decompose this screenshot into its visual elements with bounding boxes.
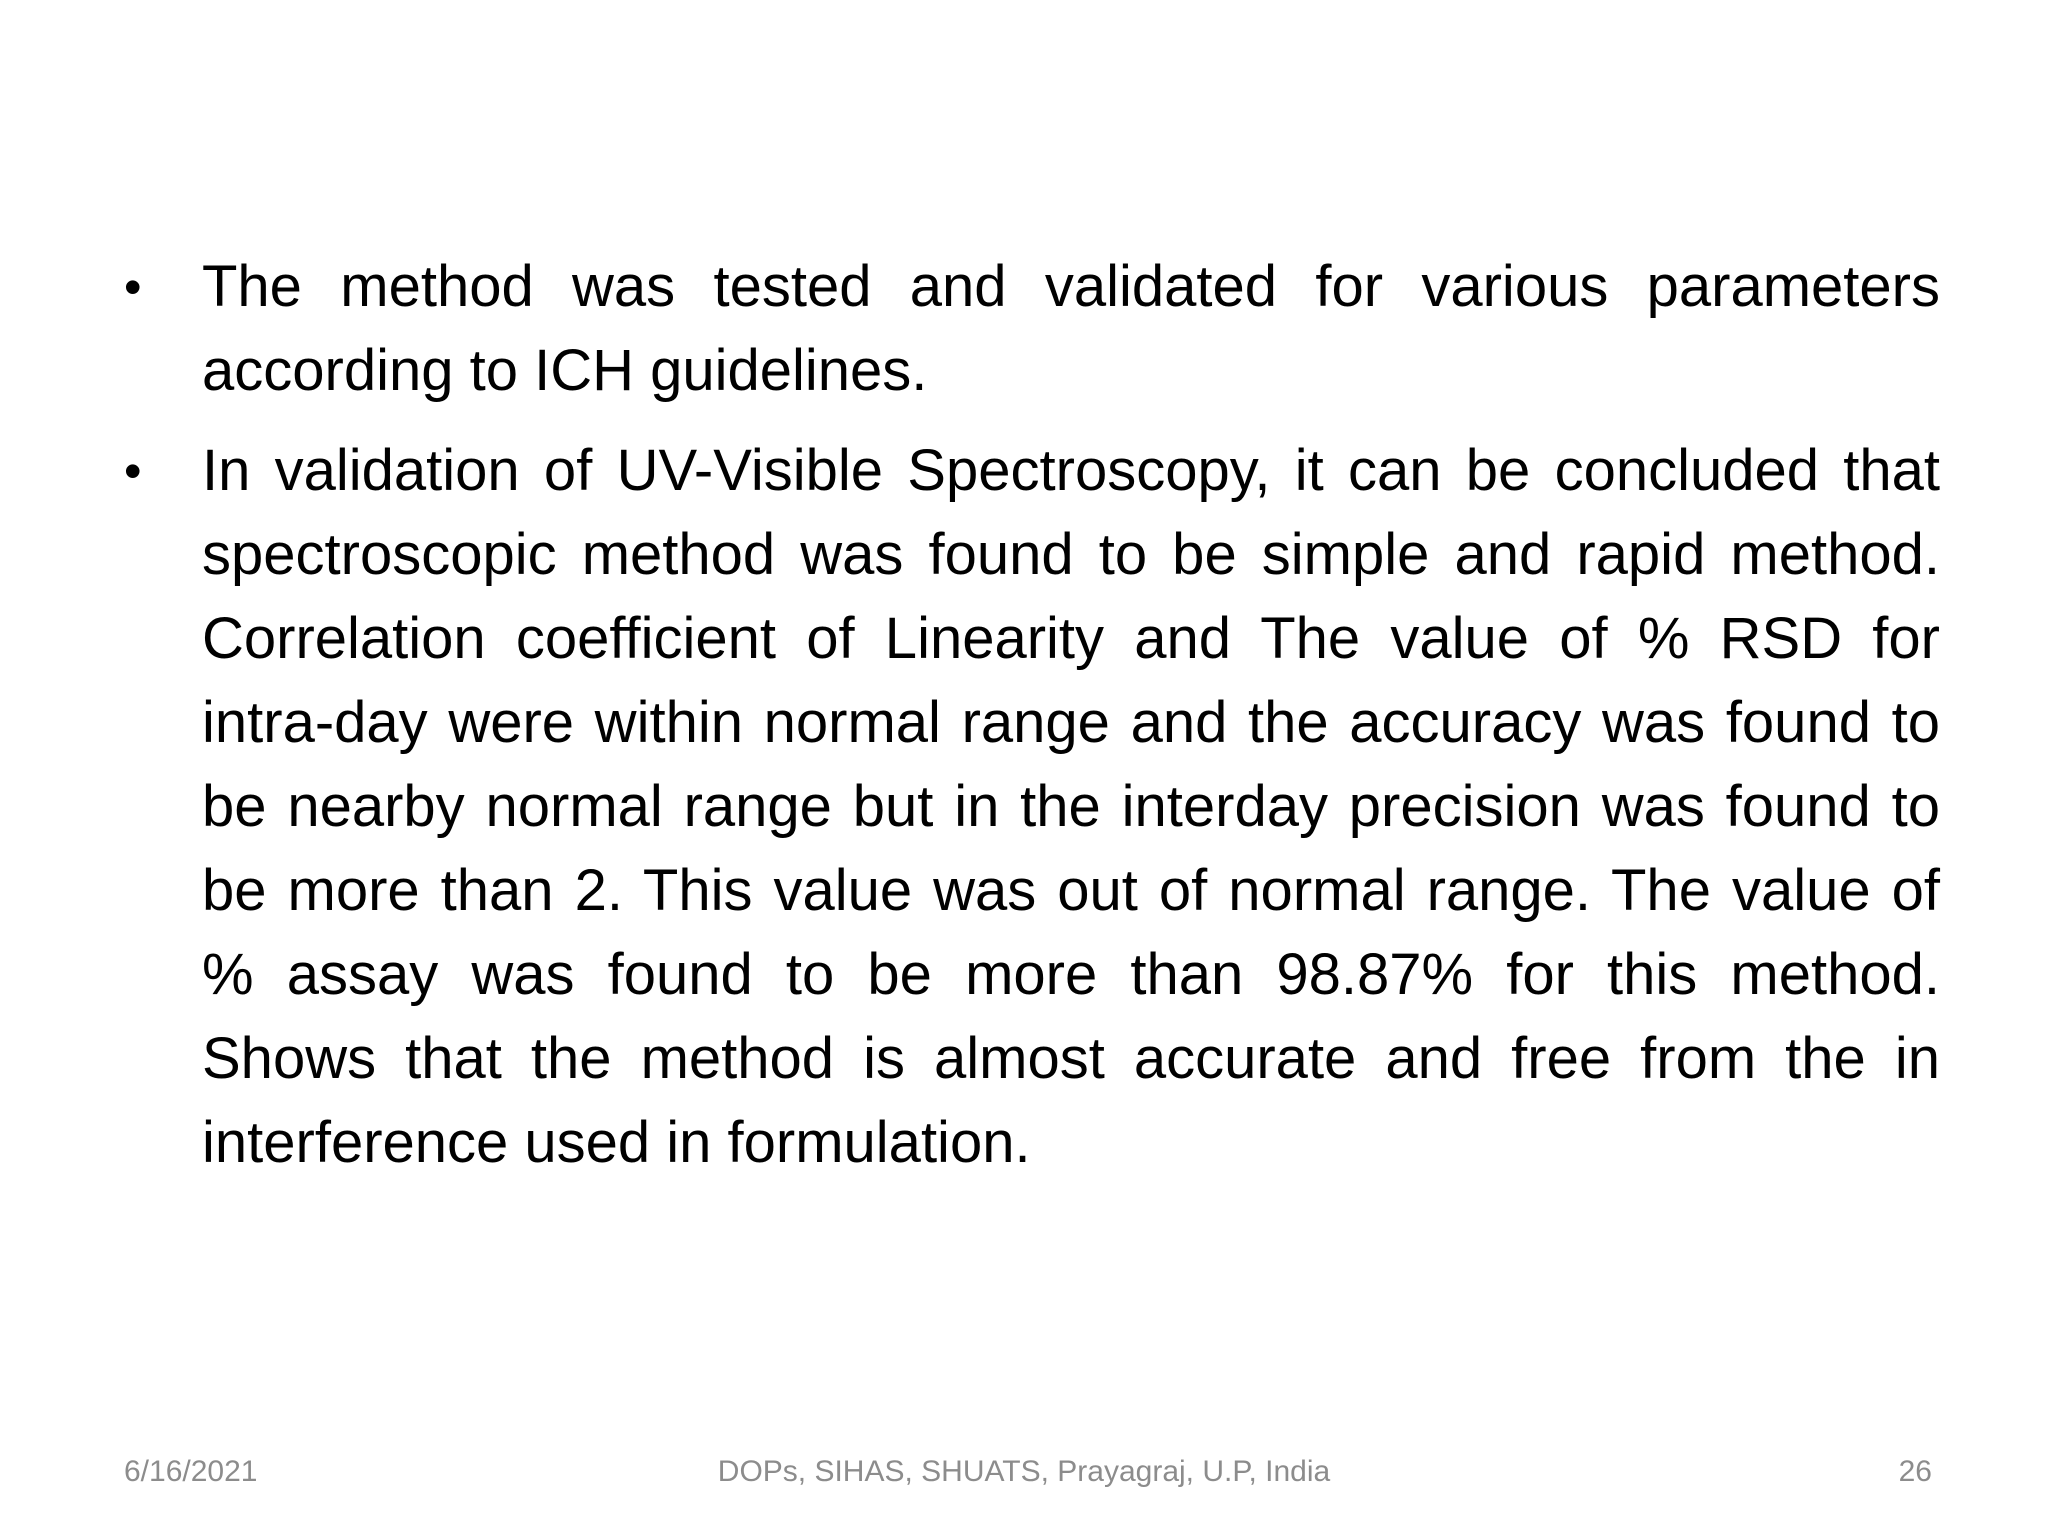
bullet-list xyxy=(114,245,1940,1185)
bullet-icon: • xyxy=(124,259,142,315)
bullet-text: The method was tested and validated for various parameters according to ICH guidelines. xyxy=(202,254,1940,403)
footer-organization: DOPs, SIHAS, SHUATS, Prayagraj, U.P, India xyxy=(717,1455,1331,1488)
bullet-icon: • xyxy=(124,443,142,499)
slide-body xyxy=(114,245,1940,1201)
bullet-item xyxy=(114,245,1940,413)
footer-page-number: 26 xyxy=(1898,1455,1932,1488)
footer-date: 6/16/2021 xyxy=(124,1455,258,1488)
bullet-text: In validation of UV-Visible Spectroscopy, it can be concluded that spectroscopic method was found to be simple and rapid method. Correlation coefficient of Linearity and The value of % RSD for intra-day were within normal range and the accuracy was found to be nearby normal range but in the interday precision was found to be more than 2. This value was out of normal range. The value of % assay was found to be more than 98.87% for this method. Shows that the method is almost accurate and free from the in interference used in formulation. xyxy=(202,438,1940,1175)
bullet-item xyxy=(114,429,1940,1185)
